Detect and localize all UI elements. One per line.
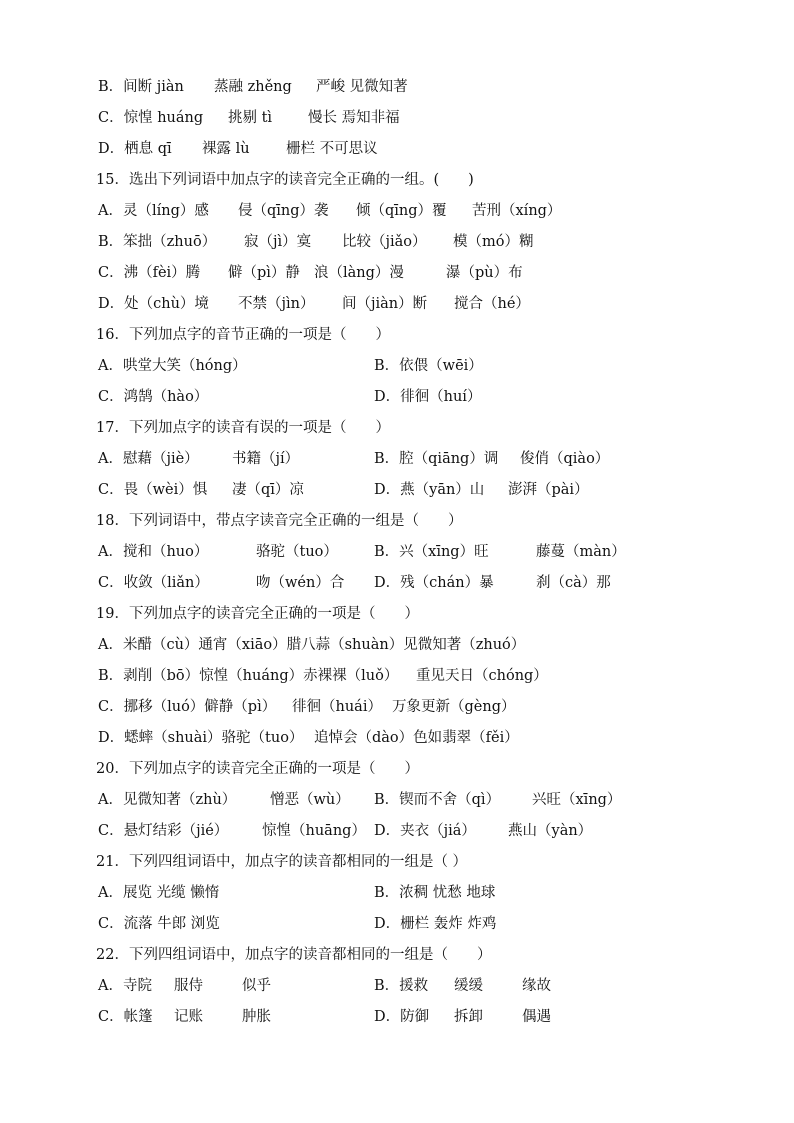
text-segment: 比较（jiǎo） <box>342 234 427 250</box>
text-segment: 瀑（pù）布 <box>446 265 523 281</box>
text-segment: 慢长 焉知非福 <box>308 110 400 126</box>
text-segment: 吻（wén）合 <box>256 575 345 591</box>
text-segment: 书籍（jí） <box>232 451 300 467</box>
text-segment: 藤蔓（màn） <box>536 544 626 560</box>
text-segment: B．锲而不舍（qì） <box>374 792 501 808</box>
text-segment: 苦刑（xíng） <box>472 203 562 219</box>
text-segment: 裸露 lù <box>202 141 250 157</box>
text-segment: 偶遇 <box>522 1009 551 1025</box>
text-segment: B．兴（xīng）旺 <box>374 544 489 560</box>
text-segment: 间（jiàn）断 <box>342 296 428 312</box>
text-segment: D．栅栏 轰炸 炸鸡 <box>374 916 497 932</box>
text-segment: 记账 <box>174 1009 203 1025</box>
text-segment: 模（mó）糊 <box>453 234 534 250</box>
text-segment: 倾（qīng）覆 <box>356 203 447 219</box>
text-segment: C．挪移（luó）僻静（pì） <box>98 699 277 715</box>
text-segment: 挑剔 tì <box>228 110 273 126</box>
text-segment: 15．选出下列词语中加点字的读音完全正确的一组。( ) <box>96 172 474 188</box>
text-segment: B．浓稠 忧愁 地球 <box>374 885 496 901</box>
text-segment: 重见天日（chóng） <box>416 668 548 684</box>
text-segment: C．收敛（liǎn） <box>98 575 209 591</box>
text-segment: 不禁（jìn） <box>238 296 315 312</box>
text-segment: B．依偎（wēi） <box>374 358 483 374</box>
text-segment: 16．下列加点字的音节正确的一项是（ ） <box>96 327 390 343</box>
text-segment: B．间断 jiàn <box>98 79 184 95</box>
text-segment: D．燕（yān）山 <box>374 482 485 498</box>
text-segment: A．展览 光缆 懒惰 <box>98 885 220 901</box>
text-segment: 栅栏 不可思议 <box>286 141 378 157</box>
text-segment: C．沸（fèi）腾 <box>98 265 201 281</box>
text-segment: 严峻 见微知著 <box>316 79 408 95</box>
text-segment: D．防御 <box>374 1009 430 1025</box>
text-segment: A．寺院 <box>98 978 152 994</box>
text-segment: C．鸿鹄（hào） <box>98 389 209 405</box>
text-segment: C．帐篷 <box>98 1009 153 1025</box>
text-segment: 万象更新（gèng） <box>392 699 516 715</box>
text-segment: 浪（làng）漫 <box>314 265 404 281</box>
text-segment: C．流落 牛郎 浏览 <box>98 916 220 932</box>
text-segment: D．处（chù）境 <box>98 296 209 312</box>
text-segment: C．惊惶 huáng <box>98 110 204 126</box>
text-segment: 20．下列加点字的读音完全正确的一项是（ ） <box>96 761 419 777</box>
text-segment: A．哄堂大笑（hóng） <box>98 358 247 374</box>
text-segment: 17．下列加点字的读音有误的一项是（ ） <box>96 420 390 436</box>
text-segment: D．栖息 qī <box>98 141 172 157</box>
text-segment: 燕山（yàn） <box>508 823 593 839</box>
text-segment: A．见微知著（zhù） <box>98 792 237 808</box>
text-segment: 骆驼（tuo） <box>256 544 338 560</box>
text-segment: A．慰藉（jiè） <box>98 451 199 467</box>
text-segment: 刹（cà）那 <box>536 575 611 591</box>
text-segment: 21．下列四组词语中，加点字的读音都相同的一组是（ ） <box>96 854 468 870</box>
text-segment: 肿胀 <box>242 1009 271 1025</box>
text-segment: A．搅和（huo） <box>98 544 209 560</box>
text-segment: 18．下列词语中，带点字读音完全正确的一组是（ ） <box>96 513 463 529</box>
text-segment: B．腔（qiāng）调 <box>374 451 499 467</box>
text-segment: 澎湃（pài） <box>508 482 589 498</box>
text-segment: 似乎 <box>242 978 271 994</box>
text-segment: D．残（chán）暴 <box>374 575 494 591</box>
text-segment: 缘故 <box>522 978 551 994</box>
text-segment: 搅合（hé） <box>454 296 530 312</box>
text-segment: 凄（qī）凉 <box>232 482 304 498</box>
text-segment: D．徘徊（huí） <box>374 389 482 405</box>
text-segment: D．蟋蟀（shuài）骆驼（tuo） <box>98 730 304 746</box>
text-segment: 憎恶（wù） <box>270 792 350 808</box>
text-segment: 缓缓 <box>454 978 483 994</box>
text-segment: 俊俏（qiào） <box>520 451 610 467</box>
text-segment: 侵（qīng）袭 <box>238 203 329 219</box>
text-segment: B．援救 <box>374 978 429 994</box>
text-segment: B．剥削（bō）惊惶（huáng）赤裸裸（luǒ） <box>98 668 399 684</box>
text-segment: 服侍 <box>174 978 203 994</box>
text-segment: 寂（jì）寞 <box>244 234 312 250</box>
text-segment: 19．下列加点字的读音完全正确的一项是（ ） <box>96 606 419 622</box>
text-segment: 徘徊（huái） <box>292 699 382 715</box>
text-segment: 22．下列四组词语中，加点字的读音都相同的一组是（ ） <box>96 947 492 963</box>
text-segment: 僻（pì）静 <box>228 265 300 281</box>
text-segment: 追悼会（dào）色如翡翠（fěi） <box>314 730 519 746</box>
text-segment: B．笨拙（zhuō） <box>98 234 217 250</box>
text-segment: 蒸融 zhěng <box>214 79 292 95</box>
text-segment: A．灵（líng）感 <box>98 203 209 219</box>
text-segment: 拆卸 <box>454 1009 483 1025</box>
text-segment: C．悬灯结彩（jié） <box>98 823 229 839</box>
text-segment: C．畏（wèi）惧 <box>98 482 208 498</box>
text-segment: D．夹衣（jiá） <box>374 823 476 839</box>
text-segment: 惊惶（huāng） <box>262 823 366 839</box>
text-segment: 兴旺（xīng） <box>532 792 622 808</box>
text-segment: A．米醋（cù）通宵（xiāo）腊八蒜（shuàn）见微知著（zhuó） <box>98 637 526 653</box>
